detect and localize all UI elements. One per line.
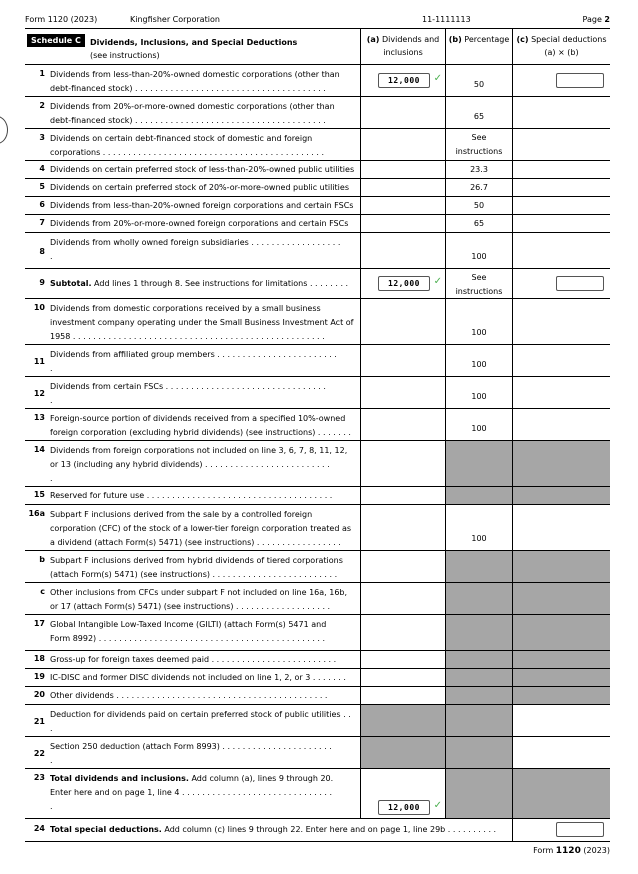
column-c-cell [512,769,610,818]
column-b-percentage [445,161,512,178]
page-header [25,13,610,27]
column-a-cell[interactable] [360,233,445,268]
column-c-cell[interactable] [512,197,610,214]
column-b-percentage [445,409,512,440]
column-a-cell[interactable] [360,179,445,196]
special-deduction-input[interactable] [556,822,604,837]
checkmark-icon: ✓ [433,800,442,811]
line-number: 3 [39,133,45,142]
line-description: Subpart F inclusions derived from hybrid dividends of tiered corporations (attach Form(s) 5471) (see instructions) . . . . . . . . . . . . . . . . . . . . . . . . . [50,556,343,579]
percentage-value: 65 [473,219,485,228]
line-number: 16a [28,509,45,518]
column-a-cell[interactable] [360,97,445,128]
column-c-cell [512,583,610,614]
column-b-percentage [445,377,512,408]
line-12-row [25,377,610,409]
column-b-percentage [445,345,512,376]
line-11-row [25,345,610,377]
line-description: Total special deductions. Add column (c) lines 9 through 22. Enter here and on page 1, line 29b . . . . . . . . . . [50,825,497,834]
column-c-cell[interactable] [512,129,610,160]
see-instructions-note: See instructions [455,133,503,156]
column-b-percentage [445,505,512,550]
line-description: Dividends from foreign corporations not included on line 3, 6, 7, 8, 11, 12, or 13 (including any hybrid dividends) . . . . . . . . . . . . . . . . . . . . . . . . . . [50,446,348,483]
line-9-row [25,269,610,299]
line-21-row [25,705,610,737]
column-a-cell[interactable] [360,345,445,376]
line-number: 24 [33,824,45,833]
binder-hole-mark [0,116,8,144]
column-a-header: (a) Dividends and inclusions [360,29,445,65]
line-description: Dividends on certain debt-financed stock of domestic and foreign corporations . . . . . . . . . . . . . . . . . . . . . . . . . . . . . . . . . . . . . . . . . . . . [50,134,325,157]
line-description: Reserved for future use . . . . . . . . . . . . . . . . . . . . . . . . . . . . . . . . . . . . . [50,491,333,500]
column-b-percentage [445,705,512,736]
line-18-row [25,651,610,669]
line-number: 9 [39,278,45,287]
column-b-percentage [445,129,512,160]
line-description: Section 250 deduction (attach Form 8993) . . . . . . . . . . . . . . . . . . . . . . . [50,742,332,765]
column-a-cell[interactable] [360,215,445,232]
line-number: 20 [33,690,45,699]
percentage-value: 50 [473,201,485,210]
line-description: Dividends on certain preferred stock of less-than-20%-owned public utilities [50,165,355,174]
line-15-row [25,487,610,505]
line-description: Subpart F inclusions derived from the sale by a controlled foreign corporation (CFC) of the stock of a lower-tier foreign corporation treated as a dividend (attach Form(s) 5471) (see instructions) . . . . . . . . . . . . . . . . . [50,510,352,547]
line-number: 21 [33,717,45,726]
column-b-percentage [445,769,512,818]
column-a-cell[interactable] [360,197,445,214]
line-description: Other inclusions from CFCs under subpart F not included on line 16a, 16b, or 17 (attach Form(s) 5471) (see instructions) . . . . . . . . . . . . . . . . . . . [50,588,348,611]
line-description: IC-DISC and former DISC dividends not included on line 1, 2, or 3 . . . . . . . [50,673,346,682]
column-b-percentage [445,615,512,650]
column-c-cell[interactable] [512,377,610,408]
line-description: Dividends from domestic corporations received by a small business investment company operating under the Small Business Investment Act of 1958 . . . . . . . . . . . . . . . . . . . . . . . . . . . . . . . . . . . . . . . . . . . . . . . . . . [50,304,354,341]
percentage-value: 65 [473,112,485,121]
percentage-value: 26.7 [470,183,488,192]
column-c-header: (c) Special deductions (a) × (b) [512,29,610,65]
line-description: Dividends on certain preferred stock of 20%-or-more-owned public utilities [50,183,349,192]
column-b-percentage [445,65,512,96]
column-a-cell[interactable] [360,669,445,686]
column-a-cell[interactable] [360,687,445,704]
line-description: Other dividends . . . . . . . . . . . . . . . . . . . . . . . . . . . . . . . . . . . . . . . . . . [50,691,328,700]
column-c-cell[interactable] [512,97,610,128]
column-c-cell [512,615,610,650]
line-1-row [25,65,610,97]
line-2-row [25,97,610,129]
line-number: c [40,587,45,596]
column-c-cell [512,441,610,486]
line-number: 5 [39,182,45,191]
column-a-cell[interactable] [360,487,445,504]
line-number: 17 [33,619,45,628]
line-number: 23 [33,773,45,782]
line-description: Gross-up for foreign taxes deemed paid . . . . . . . . . . . . . . . . . . . . . . . . . [50,655,337,664]
column-a-cell [360,737,445,768]
amount-value[interactable]: 12,000 [378,800,430,815]
line-description: Total dividends and inclusions. Add column (a), lines 9 through 20. Enter here and on page 1, line 4 . . . . . . . . . . . . . . . . . . . . . . . . . . . . . . . [50,774,334,811]
amount-value[interactable]: 12,000 [378,276,430,291]
line-number: 8 [39,247,45,256]
column-a-cell[interactable] [360,583,445,614]
line-number: 2 [39,101,45,110]
column-b-percentage [445,197,512,214]
line-16a-row [25,505,610,551]
line-description: Deduction for dividends paid on certain preferred stock of public utilities . . . [50,710,351,733]
company-name: Kingfisher Corporation [130,15,220,24]
line-number: 1 [39,69,45,78]
percentage-value: 100 [471,328,487,337]
checkmark-icon: ✓ [433,276,442,287]
line-number: 22 [33,749,45,758]
column-a-cell[interactable] [360,269,445,298]
column-a-cell[interactable] [360,441,445,486]
column-c-cell [512,487,610,504]
line-number: 6 [39,200,45,209]
column-c-cell[interactable] [512,233,610,268]
column-b-percentage [445,737,512,768]
column-c-cell[interactable] [512,737,610,768]
line-description: Dividends from certain FSCs . . . . . . . . . . . . . . . . . . . . . . . . . . . . . . . . . [50,382,326,405]
schedule-rows [25,65,610,841]
line-23-row [25,769,610,819]
bottom-rule [25,841,610,842]
line-number: 15 [33,490,45,499]
column-c-cell [512,669,610,686]
column-a-cell[interactable] [360,551,445,582]
column-b-percentage [445,487,512,504]
line-19-row [25,669,610,687]
schedule-subtitle: (see instructions) [90,51,160,60]
column-b-percentage [445,233,512,268]
schedule-c-table [25,28,610,841]
column-a-cell[interactable] [360,161,445,178]
column-c-cell[interactable] [512,819,610,841]
line-number: 10 [33,303,45,312]
column-c-cell[interactable] [512,409,610,440]
column-c-cell[interactable] [512,345,610,376]
column-b-percentage [445,299,512,344]
column-a-cell[interactable] [360,769,445,818]
column-a-cell[interactable] [360,377,445,408]
line-number: 14 [33,445,45,454]
column-b-percentage [445,583,512,614]
line-5-row [25,179,610,197]
column-a-cell[interactable] [360,409,445,440]
line-number: 11 [33,357,45,366]
percentage-value: 100 [471,424,487,433]
column-c-cell[interactable] [512,179,610,196]
page-footer: Form 1120 (2023) [533,846,610,856]
see-instructions-note: See instructions [455,273,503,296]
column-a-cell[interactable] [360,299,445,344]
line-3-row [25,129,610,161]
line-description: Dividends from wholly owned foreign subsidiaries . . . . . . . . . . . . . . . . . . . [50,238,341,261]
column-a-cell[interactable] [360,505,445,550]
column-b-percentage [445,551,512,582]
column-b-percentage [445,441,512,486]
line-14-row [25,441,610,487]
checkmark-icon: ✓ [433,73,442,84]
percentage-value: 100 [471,392,487,401]
amount-value[interactable]: 12,000 [378,73,430,88]
line-description: Dividends from less-than-20%-owned foreign corporations and certain FSCs [50,201,354,210]
column-c-cell [512,551,610,582]
line-number: 7 [39,218,45,227]
column-c-cell[interactable] [512,161,610,178]
line-b-row [25,551,610,583]
line-20-row [25,687,610,705]
column-b-percentage [445,97,512,128]
line-description: Dividends from 20%-or-more-owned foreign corporations and certain FSCs [50,219,349,228]
line-24-row [25,819,610,841]
line-number: b [39,555,45,564]
line-4-row [25,161,610,179]
column-a-cell[interactable] [360,129,445,160]
schedule-badge: Schedule C [27,34,85,47]
line-10-row [25,299,610,345]
line-17-row [25,615,610,651]
line-description: Foreign-source portion of dividends received from a specified 10%-owned foreign corporation (excluding hybrid dividends) (see instructions) . . . . . . . [50,414,351,437]
line-description: Dividends from affiliated group members . . . . . . . . . . . . . . . . . . . . . . . . . [50,350,337,373]
special-deduction-input[interactable] [556,73,604,88]
ein: 11-1111113 [422,15,471,24]
line-7-row [25,215,610,233]
percentage-value: 23.3 [470,165,488,174]
column-c-cell[interactable] [512,705,610,736]
column-c-cell[interactable] [512,505,610,550]
column-a-cell [360,705,445,736]
percentage-value: 100 [471,534,487,543]
column-b-percentage [445,215,512,232]
column-b-percentage [445,687,512,704]
line-number: 19 [33,672,45,681]
column-c-cell[interactable] [512,215,610,232]
column-c-cell [512,687,610,704]
column-c-cell[interactable] [512,269,610,298]
line-c-row [25,583,610,615]
column-c-cell[interactable] [512,65,610,96]
schedule-title: Dividends, Inclusions, and Special Deductions [90,38,298,47]
line-number: 13 [33,413,45,422]
line-description: Dividends from less-than-20%-owned domestic corporations (other than debt-financed stock) . . . . . . . . . . . . . . . . . . . . . . . . . . . . . . . . . . . . . . [50,70,340,93]
line-8-row [25,233,610,269]
form-label: Form 1120 (2023) [25,15,98,24]
percentage-value: 100 [471,252,487,261]
column-c-cell [512,651,610,668]
line-number: 18 [33,654,45,663]
column-b-percentage [445,269,512,298]
line-22-row [25,737,610,769]
line-13-row [25,409,610,441]
percentage-value: 50 [473,80,485,89]
line-description: Dividends from 20%-or-more-owned domestic corporations (other than debt-financed stock) . . . . . . . . . . . . . . . . . . . . . . . . . . . . . . . . . . . . . . [50,102,335,125]
column-b-percentage [445,669,512,686]
schedule-header [25,29,610,65]
column-b-percentage [445,651,512,668]
column-b-header: (b) Percentage [445,29,512,65]
column-c-cell[interactable] [512,299,610,344]
line-number: 4 [39,164,45,173]
column-a-cell[interactable] [360,651,445,668]
percentage-value: 100 [471,360,487,369]
page-number: Page 2 [582,15,610,24]
line-description: Subtotal. Add lines 1 through 8. See instructions for limitations . . . . . . . . [50,279,349,288]
column-a-cell[interactable] [360,65,445,96]
line-6-row [25,197,610,215]
column-b-percentage [445,179,512,196]
line-number: 12 [33,389,45,398]
special-deduction-input[interactable] [556,276,604,291]
line-description: Global Intangible Low-Taxed Income (GILTI) (attach Form(s) 5471 and Form 8992) . . . . . . . . . . . . . . . . . . . . . . . . . . . . . . . . . . . . . . . . . . . . . [50,620,327,643]
column-a-cell[interactable] [360,615,445,650]
